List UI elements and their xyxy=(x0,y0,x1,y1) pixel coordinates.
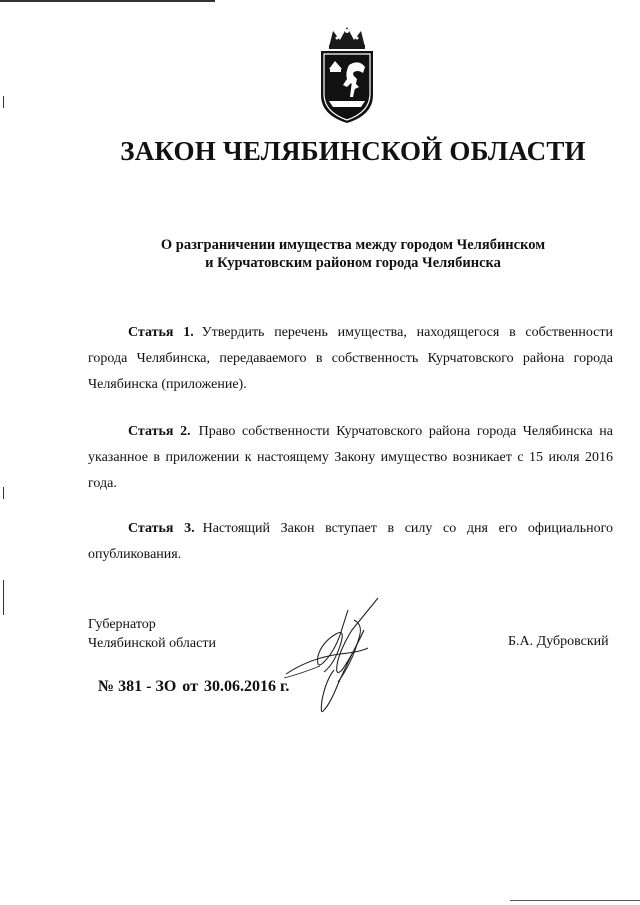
scan-mark-left xyxy=(3,487,4,499)
article-label: Статья 2. xyxy=(128,424,191,439)
signatory-position-line: Губернатор xyxy=(88,617,156,632)
scan-mark-left xyxy=(3,96,4,108)
law-subject-line: и Курчатовским районом города Челябинска xyxy=(205,255,501,271)
signatory-position xyxy=(88,615,216,653)
article-3 xyxy=(88,516,613,568)
law-number: № 381 - ЗО xyxy=(98,678,177,695)
article-label: Статья 1. xyxy=(128,325,194,340)
scan-mark-left xyxy=(3,580,4,615)
signatory-name: Б.А. Дубровский xyxy=(508,634,609,649)
law-title: ЗАКОН ЧЕЛЯБИНСКОЙ ОБЛАСТИ xyxy=(120,136,586,166)
law-date: 30.06.2016 г. xyxy=(203,678,290,695)
chelyabinsk-coat-of-arms-icon xyxy=(315,25,379,125)
article-1 xyxy=(88,320,613,398)
law-number-and-date xyxy=(98,678,289,696)
article-text: Настоящий Закон вступает в силу со дня его официального опубликования. xyxy=(88,521,613,562)
law-date-preposition: от xyxy=(182,678,198,695)
signatory-position-line: Челябинской области xyxy=(88,636,216,651)
article-2 xyxy=(88,419,613,497)
article-label: Статья 3. xyxy=(128,521,195,536)
scan-edge-bottom xyxy=(510,900,640,901)
law-subject-line: О разграничении имущества между городом Челябинском xyxy=(160,237,546,253)
scan-edge-top xyxy=(0,0,215,2)
article-text: Право собственности Курчатовского района города Челябинска на указанное в приложении к настоящему Закону имущество возникает с 15 июля 2016 года. xyxy=(88,424,613,491)
law-subject xyxy=(0,236,640,272)
article-text: Утвердить перечень имущества, находящегося в собственности города Челябинска, передаваемого в собственность Курчатовского района города Челябинска (приложение). xyxy=(88,325,613,392)
handwritten-signature xyxy=(280,590,390,720)
